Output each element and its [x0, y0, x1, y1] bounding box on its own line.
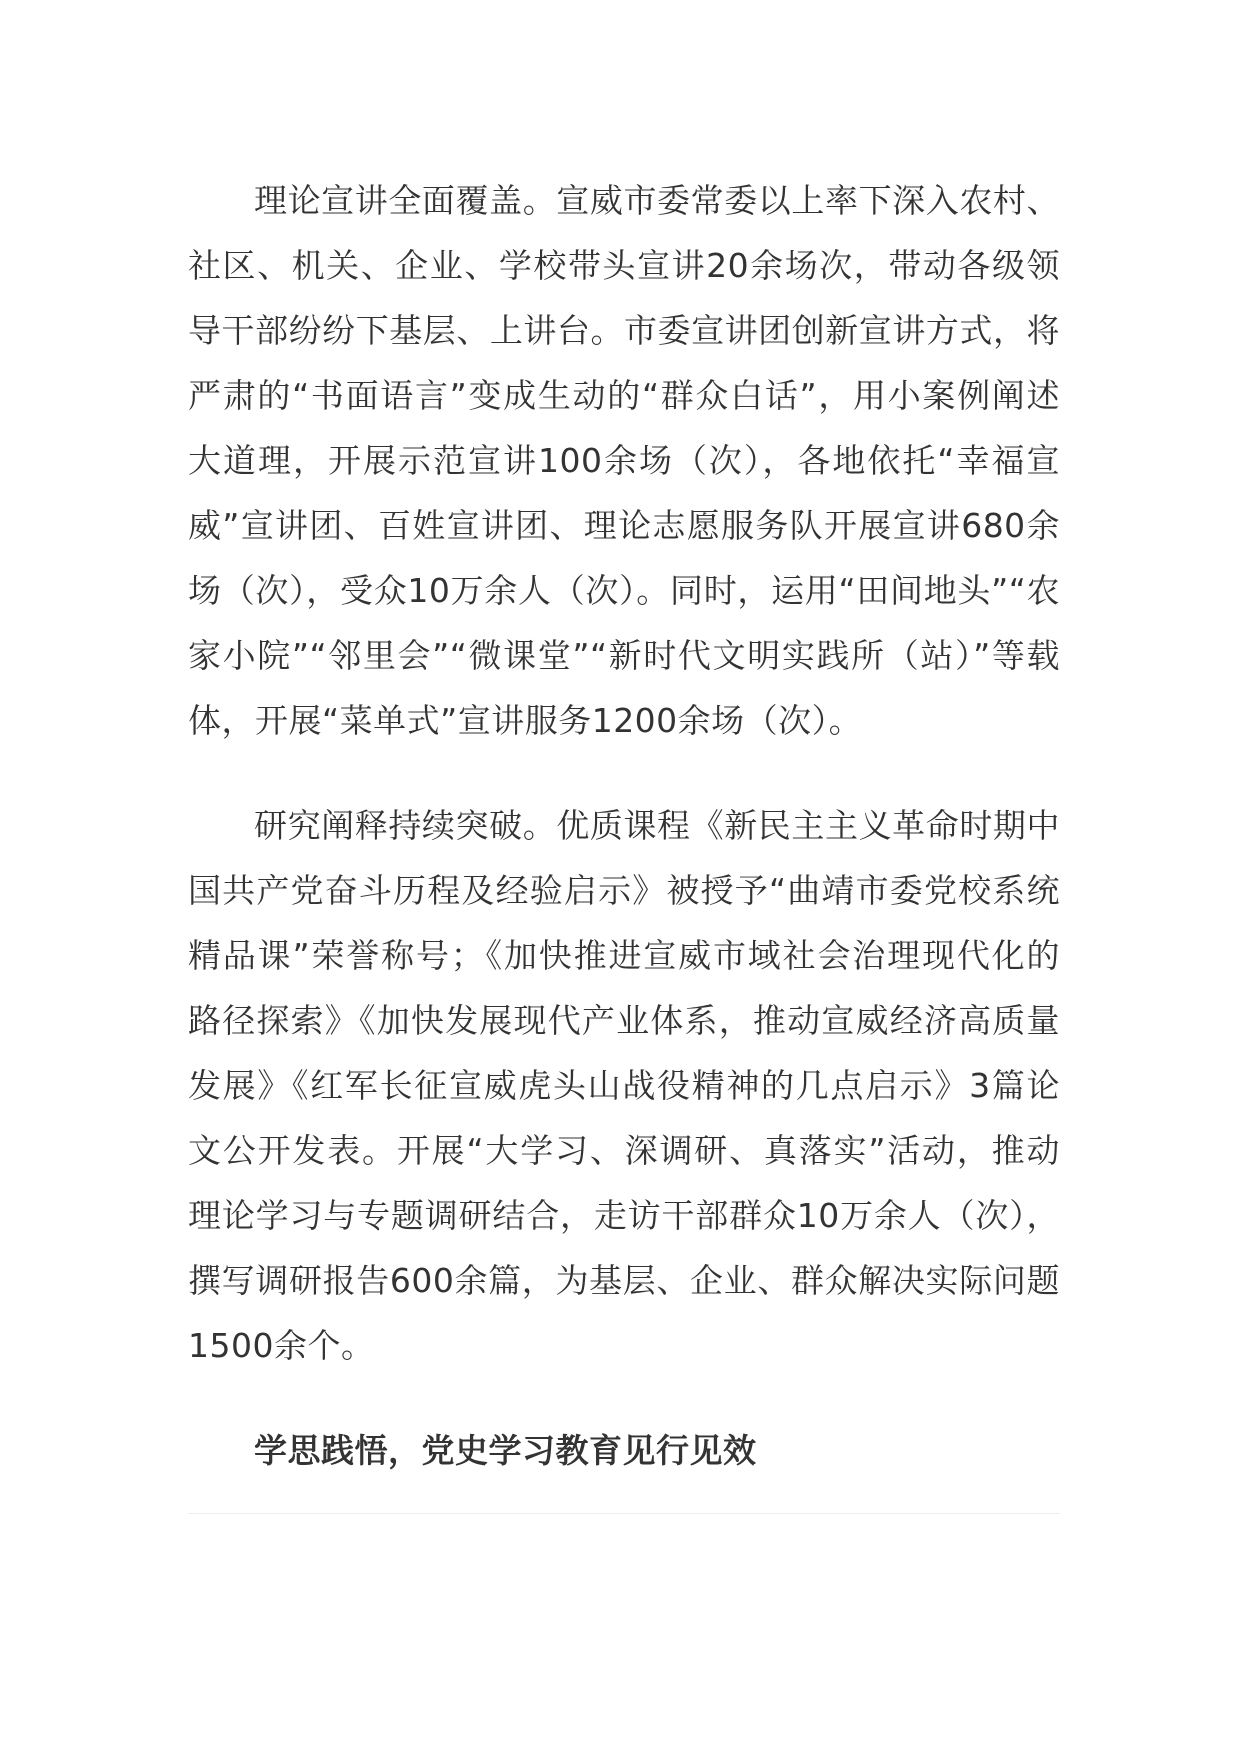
paragraph-theory-lectures: 理论宣讲全面覆盖。宣威市委常委以上率下深入农村、社区、机关、企业、学校带头宣讲20余场次，带动各级领导干部纷纷下基层、上讲台。市委宣讲团创新宣讲方式，将严肃的“书面语言”变成生动的“群众白话”，用小案例阐述大道理，开展示范宣讲100余场（次），各地依托“幸福宣威”宣讲团、百姓宣讲团、理论志愿服务队开展宣讲680余场（次），受众10万余人（次）。同时，运用“田间地头”“农家小院”“邻里会”“微课堂”“新时代文明实践所（站）”等载体，开展“菜单式”宣讲服务1200余场（次）。: [188, 181, 1060, 740]
document-page: [188, 168, 1060, 1514]
divider: [188, 1513, 1060, 1514]
section-heading: 学思践悟，党史学习教育见行见效: [254, 1431, 757, 1470]
paragraph-research-interpretation: 研究阐释持续突破。优质课程《新民主主义革命时期中国共产党奋斗历程及经验启示》被授予“曲靖市委党校系统精品课”荣誉称号；《加快推进宣威市域社会治理现代化的路径探索》《加快发展现代产业体系，推动宣威经济高质量发展》《红军长征宣威虎头山战役精神的几点启示》3篇论文公开发表。开展“大学习、深调研、真落实”活动，推动理论学习与专题调研结合，走访干部群众10万余人（次），撰写调研报告600余篇，为基层、企业、群众解决实际问题1500余个。: [188, 806, 1060, 1365]
